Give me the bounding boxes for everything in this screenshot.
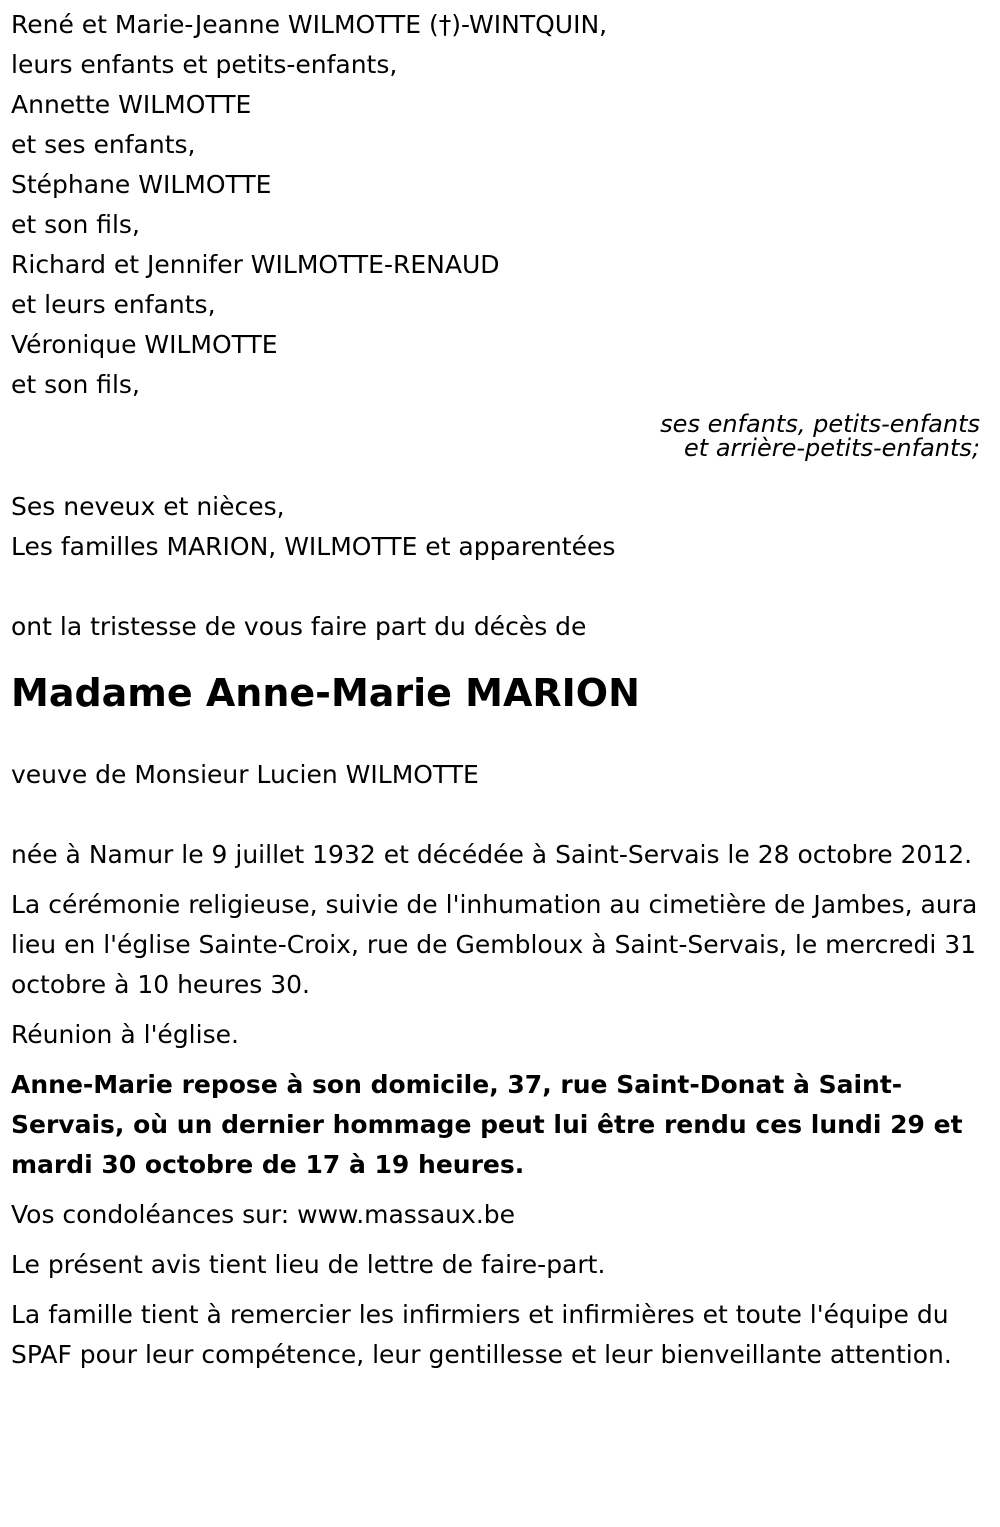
birth-death-paragraph: née à Namur le 9 juillet 1932 et décédée à Saint-Servais le 28 octobre 2012. [11,840,973,869]
family-line: Richard et Jennifer WILMOTTE-RENAUD [11,250,500,279]
condolences-paragraph: Vos condoléances sur: www.massaux.be [11,1200,516,1229]
family-line: Annette WILMOTTE [11,90,252,119]
relation-line-2 [11,429,980,467]
rest-paragraph: Anne-Marie repose à son domicile, 37, rue Saint-Donat à Saint-Servais, où un dernier hommage peut lui être rendu ces lundi 29 et mardi 30 octobre de 17 à 19 heures. [11,1070,963,1179]
deceased-name: Madame Anne-Marie MARION [11,671,640,715]
family-line: et leurs enfants, [11,290,216,319]
family-line: Véronique WILMOTTE [11,330,278,359]
family-line: et son fils, [11,370,140,399]
family-line: leurs enfants et petits-enfants, [11,50,398,79]
relation-text: ses enfants, petits-enfants [660,410,980,438]
relation-block [11,405,990,467]
widow-of-text: veuve de Monsieur Lucien WILMOTTE [11,760,479,789]
ceremony-paragraph: La cérémonie religieuse, suivie de l'inhumation au cimetière de Jambes, aura lieu en l'église Sainte-Croix, rue de Gembloux à Saint-Servais, le mercredi 31 octobre à 10 heures 30. [11,890,978,999]
spacer [11,567,990,607]
announcement-text: ont la tristesse de vous faire part du décès de [11,612,587,641]
thanks-paragraph: La famille tient à remercier les infirmiers et infirmières et toute l'équipe du SPAF pour leur compétence, leur gentillesse et leur bienveillante attention. [11,1300,952,1369]
extended-family-line: Les familles MARION, WILMOTTE et apparentées [11,532,616,561]
notice-paragraph: Le présent avis tient lieu de lettre de faire-part. [11,1250,606,1279]
spacer [11,647,990,667]
relation-text: et arrière-petits-enfants; [684,434,980,462]
family-line: et son fils, [11,210,140,239]
family-line: René et Marie-Jeanne WILMOTTE (†)-WINTQUIN, [11,10,608,39]
spacer [11,715,990,755]
extended-family-line: Ses neveux et nièces, [11,492,285,521]
family-list [11,5,990,405]
extended-family-list [11,487,990,567]
spacer [11,795,990,835]
spacer [11,467,990,487]
family-line: et ses enfants, [11,130,196,159]
family-line: Stéphane WILMOTTE [11,170,272,199]
meeting-paragraph: Réunion à l'église. [11,1020,239,1049]
